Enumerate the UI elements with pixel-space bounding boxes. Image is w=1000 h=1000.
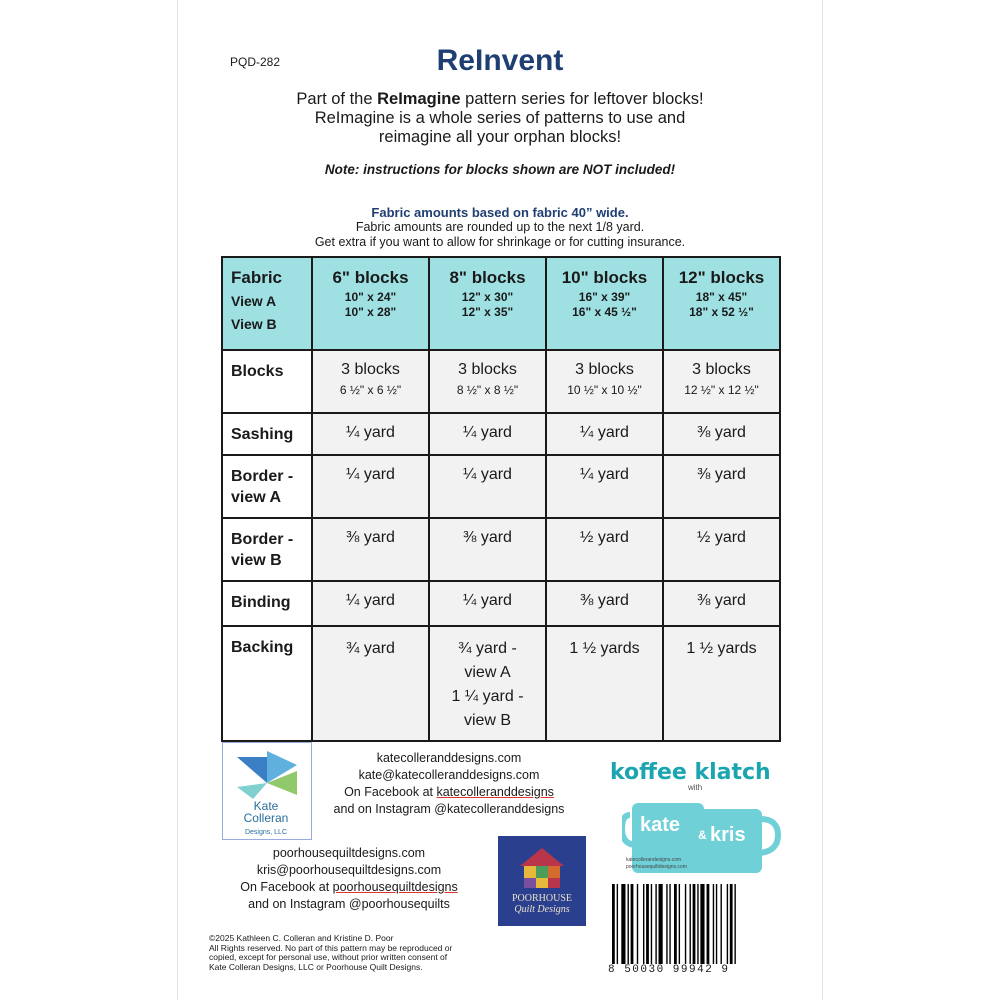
kris-website[interactable]: poorhousequiltdesigns.com	[272, 846, 426, 860]
table-cell: 3 blocks 12 ½" x 12 ½"	[663, 350, 780, 413]
table-cell: ⅜ yard	[663, 581, 780, 626]
barcode-bar	[700, 884, 704, 964]
table-row	[222, 626, 780, 741]
barcode-bar	[679, 884, 680, 964]
barcode-bar	[643, 884, 644, 964]
barcode-bar	[707, 884, 710, 964]
table-row	[222, 413, 780, 455]
barcode-bar	[637, 884, 638, 964]
kate-email[interactable]: kate@katecolleranddesigns.com	[358, 768, 540, 782]
barcode-bar	[674, 884, 677, 964]
table-cell: 3 blocks 10 ½" x 10 ½"	[546, 350, 663, 413]
barcode-bar	[721, 884, 722, 964]
kate-contact: katecolleranddesigns.com kate@katecolleranddesigns.com On Facebook at katecolleranddesigns and on Instagram @katecolleranddesigns	[324, 750, 574, 818]
note-text: Note: instructions for blocks shown are NOT included!	[324, 162, 676, 177]
table-cell: ¼ yard	[546, 455, 663, 518]
barcode-bar	[669, 884, 670, 964]
table-cell: ¼ yard	[429, 581, 546, 626]
quilt-house-icon	[498, 836, 586, 892]
svg-text:kate: kate	[640, 814, 681, 836]
column-header: 8" blocks 12" x 30" 12" x 35"	[429, 257, 546, 350]
pinwheel-icon	[223, 743, 311, 803]
table-cell: ⅜ yard	[663, 413, 780, 455]
barcode-bar	[734, 884, 735, 964]
pattern-title: ReInvent	[436, 44, 564, 77]
table-cell: ⅜ yard	[546, 581, 663, 626]
table-cell: ⅜ yard	[312, 518, 429, 581]
pattern-code: PQD-282	[230, 55, 281, 69]
row-label: Binding	[222, 581, 312, 626]
column-header: 10" blocks 16" x 39" 16" x 45 ½"	[546, 257, 663, 350]
svg-text:kris: kris	[710, 824, 746, 846]
table-cell: ¼ yard	[429, 455, 546, 518]
barcode-bar	[716, 884, 717, 964]
barcode-bar	[730, 884, 733, 964]
intro-text: Part of the ReImagine pattern series for leftover blocks! ReImagine is a whole series of patterns to use and reimagine all your orphan blocks!	[296, 90, 704, 146]
table-row	[222, 581, 780, 626]
barcode-number: 8 50030 99942 9	[608, 964, 730, 976]
koffee-urls: katecollerandesigns.com poorhousequiltdesigns.com	[626, 857, 687, 870]
kate-instagram: and on Instagram @katecolleranddesigns	[333, 802, 565, 816]
table-row	[222, 350, 780, 413]
kris-instagram: and on Instagram @poorhousequilts	[248, 897, 450, 911]
barcode-bar	[690, 884, 691, 964]
barcode-bar	[646, 884, 649, 964]
barcode-bar	[713, 884, 714, 964]
row-label: Sashing	[222, 413, 312, 455]
table-cell: ½ yard	[663, 518, 780, 581]
table-cell: ¾ yard - view A 1 ¼ yard - view B	[429, 626, 546, 741]
kate-facebook-link[interactable]: katecolleranddesigns	[436, 785, 554, 799]
row-label: Border - view B	[222, 518, 312, 581]
table-cell: ¾ yard	[312, 626, 429, 741]
row-label: Border - view A	[222, 455, 312, 518]
column-header: 12" blocks 18" x 45" 18" x 52 ½"	[663, 257, 780, 350]
table-cell: ⅜ yard	[429, 518, 546, 581]
table-cell: ⅜ yard	[663, 455, 780, 518]
barcode-bar	[666, 884, 667, 964]
barcode-bar	[685, 884, 686, 964]
barcode-bar	[655, 884, 656, 964]
table-cell: ¼ yard	[312, 413, 429, 455]
fabric-heading: Fabric amounts based on fabric 40” wide.	[371, 205, 629, 220]
copyright-notice: ©2025 Kathleen C. Colleran and Kristine D. Poor All Rights reserved. No part of this pattern may be reproduced or copied, except for personal use, without prior written consent of Kate Colleran Designs, LLC or Poorhouse Quilt Designs.	[209, 933, 453, 972]
kris-email[interactable]: kris@poorhousequiltdesigns.com	[256, 863, 442, 877]
barcode-bar	[659, 884, 663, 964]
kris-contact: poorhousequiltdesigns.com kris@poorhousequiltdesigns.com On Facebook at poorhousequiltdesigns and on Instagram @poorhousequilts	[224, 845, 474, 913]
barcode-bar	[727, 884, 728, 964]
table-cell: 1 ½ yards	[546, 626, 663, 741]
table-cell: ½ yard	[546, 518, 663, 581]
fabric-subtext: Fabric amounts are rounded up to the next 1/8 yard. Get extra if you want to allow for shrinkage or for cutting insurance.	[314, 220, 686, 249]
table-cell: 3 blocks 8 ½" x 8 ½"	[429, 350, 546, 413]
barcode-bar	[628, 884, 629, 964]
table-header-row	[222, 257, 780, 350]
fabric-requirements-table	[221, 256, 781, 742]
barcode-bar	[621, 884, 625, 964]
table-cell: ¼ yard	[546, 413, 663, 455]
barcode	[610, 884, 790, 964]
corner-header: Fabric View A View B	[222, 257, 312, 350]
barcode-bar	[612, 884, 615, 964]
barcode-bar	[693, 884, 696, 964]
barcode-bar	[697, 884, 698, 964]
column-header: 6" blocks 10" x 24" 10" x 28"	[312, 257, 429, 350]
table-cell: ¼ yard	[429, 413, 546, 455]
kate-colleran-logo-text: Kate Colleran Designs, LLC	[243, 799, 289, 836]
koffee-klatch-title: koffee klatch	[610, 760, 771, 785]
svg-text:&: &	[698, 828, 707, 842]
series-name: ReImagine	[377, 90, 461, 108]
table-cell: ¼ yard	[312, 581, 429, 626]
row-label: Backing	[222, 626, 312, 741]
barcode-bar	[631, 884, 634, 964]
barcode-bar	[651, 884, 652, 964]
row-label: Blocks	[222, 350, 312, 413]
table-cell: 3 blocks 6 ½" x 6 ½"	[312, 350, 429, 413]
barcode-bar	[617, 884, 618, 964]
table-row	[222, 455, 780, 518]
poorhouse-logo-text: POORHOUSE Quilt Designs	[511, 893, 572, 915]
kate-website[interactable]: katecolleranddesigns.com	[376, 751, 522, 765]
table-cell: 1 ½ yards	[663, 626, 780, 741]
kris-facebook-link[interactable]: poorhousequiltdesigns	[332, 880, 458, 894]
table-cell: ¼ yard	[312, 455, 429, 518]
table-row	[222, 518, 780, 581]
